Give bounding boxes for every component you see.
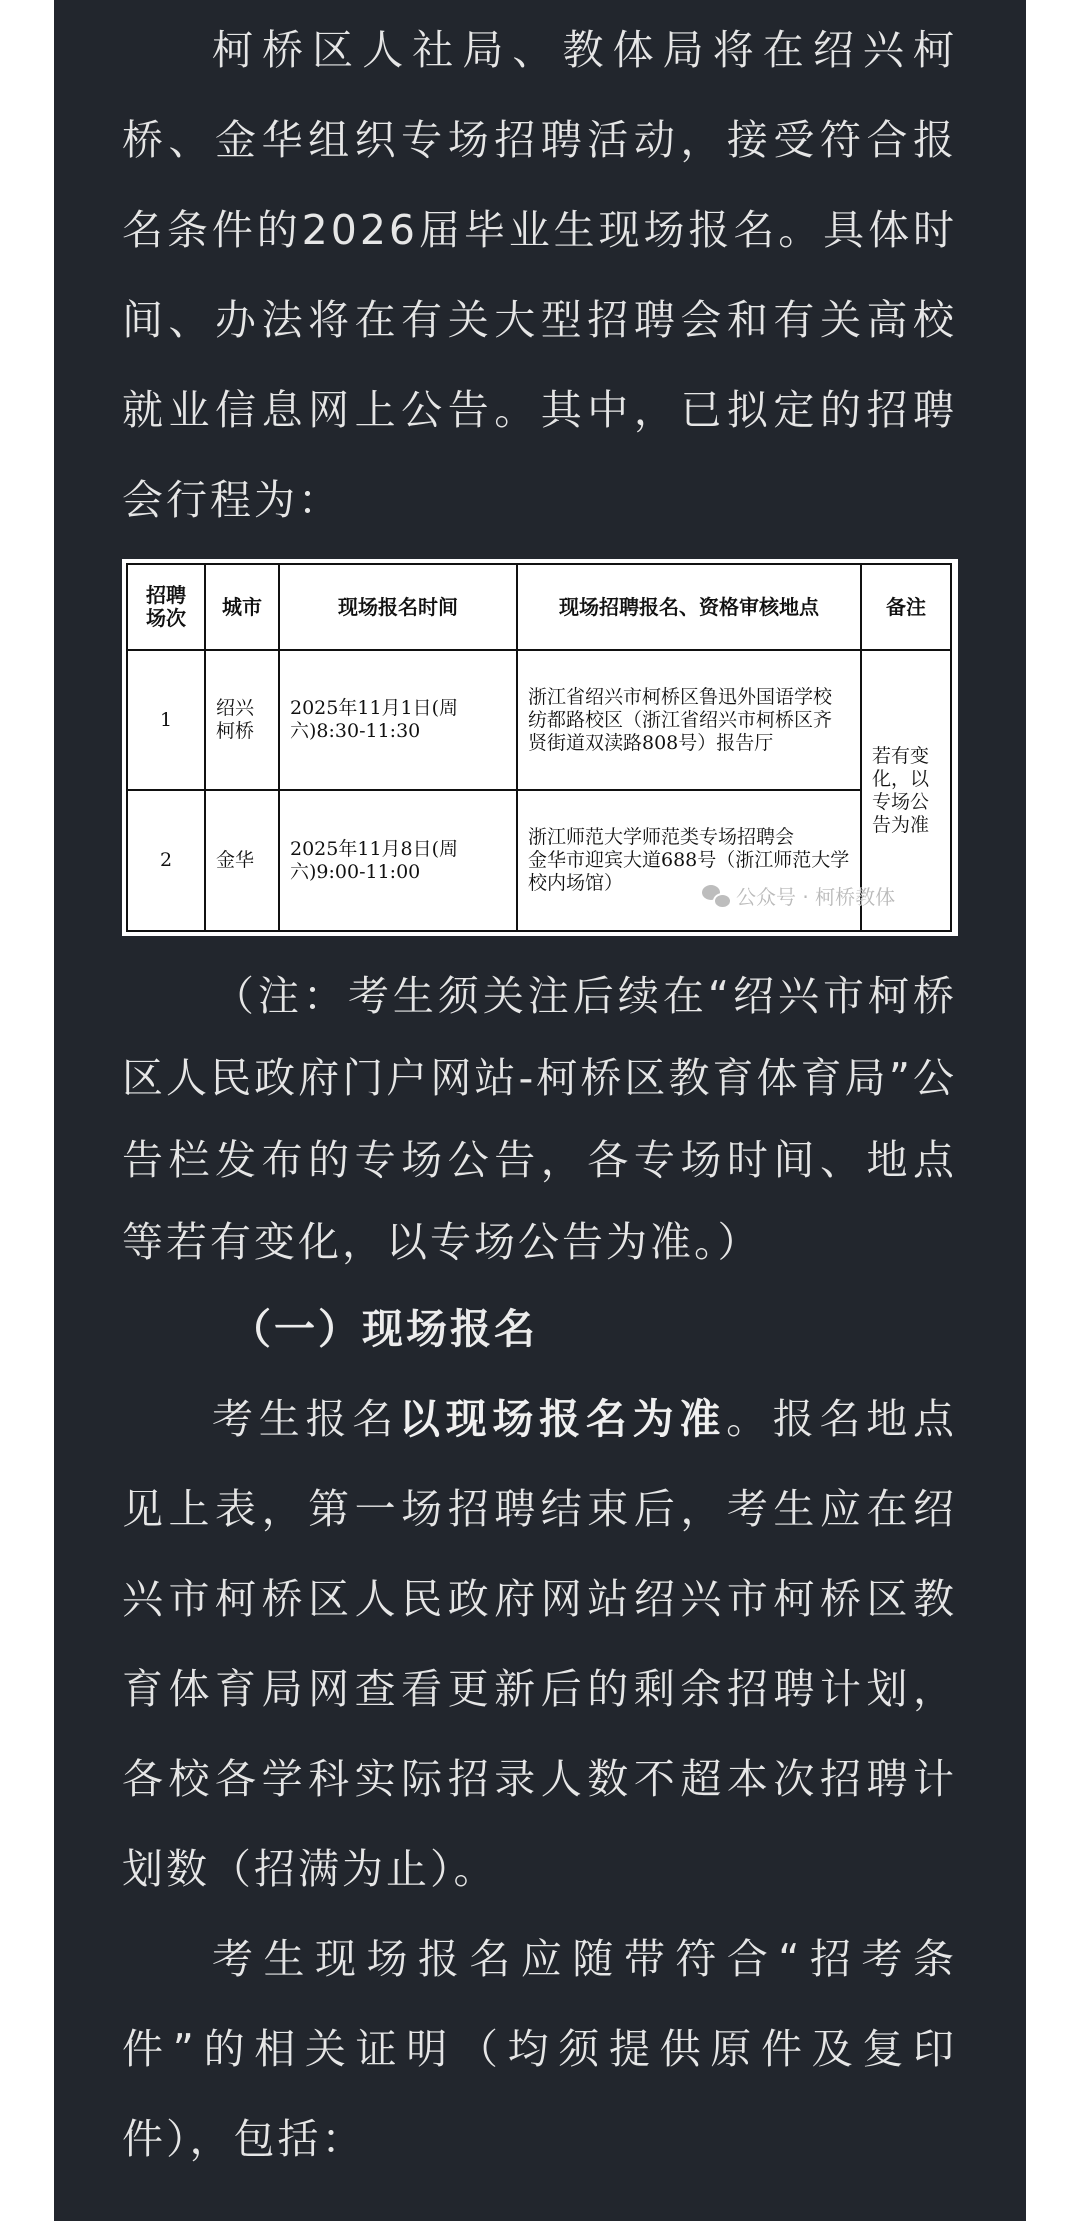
schedule-table (126, 563, 952, 932)
intro-paragraph: 柯桥区人社局、教体局将在绍兴柯桥、金华组织专场招聘活动，接受符合报名条件的2026届毕业生现场报名。具体时间、办法将在有关大型招聘会和有关高校就业信息网上公告。其中，已拟定的招聘会行程为： (122, 26, 957, 524)
reg-suffix: 。报名地点见上表，第一场招聘结束后，考生应在绍兴市柯桥区人民政府网站绍兴市柯桥区教育体育局网查看更新后的剩余招聘计划，各校各学科实际招录人数不超本次招聘计划数（招满为止）。 (122, 1395, 958, 1893)
row2-no: 2 (127, 790, 205, 931)
watermark-text: 公众号 · 柯桥教体 (736, 885, 896, 909)
row1-place: 浙江省绍兴市柯桥区鲁迅外国语学校纺都路校区（浙江省绍兴市柯桥区齐贤街道双渎路808号）报告厅 (517, 650, 861, 790)
row1-time: 2025年11月1日(周六)8:30-11:30 (279, 650, 517, 790)
row2-time: 2025年11月8日(周六)9:00-11:00 (279, 790, 517, 931)
row1-city: 绍兴柯桥 (205, 650, 279, 790)
reg-prefix: 考生报名 (212, 1395, 399, 1443)
registration-paragraph (122, 1374, 957, 1914)
watermark (702, 881, 895, 910)
table-row (127, 650, 951, 790)
header-time: 现场报名时间 (279, 564, 517, 650)
row2-place: 浙江师范大学师范类专场招聘会 金华市迎宾大道688号（浙江师范大学校内场馆） (517, 790, 861, 931)
header-place: 现场招聘报名、资格审核地点 (517, 564, 861, 650)
header-remark: 备注 (861, 564, 951, 650)
note-paragraph (122, 955, 957, 1283)
wechat-icon (702, 885, 730, 907)
header-session: 招聘场次 (127, 564, 205, 650)
header-city: 城市 (205, 564, 279, 650)
section-heading: （一）现场报名 (230, 1305, 538, 1353)
table-header-row (127, 564, 951, 650)
note-text: （注：考生须关注后续在“绍兴市柯桥区人民政府门户网站-柯桥区教育体育局”公告栏发布的专场公告，各专场时间、地点等若有变化，以专场公告为准。） (122, 972, 957, 1266)
documents-paragraph: 考生现场报名应随带符合“招考条件”的相关证明（均须提供原件及复印件），包括： (122, 1935, 957, 2163)
row1-no: 1 (127, 650, 205, 790)
remark-cell: 若有变化，以专场公告为准 (861, 650, 951, 931)
row2-city: 金华 (205, 790, 279, 931)
schedule-table-image (122, 559, 958, 936)
reg-emphasis: 以现场报名为准 (398, 1395, 727, 1443)
